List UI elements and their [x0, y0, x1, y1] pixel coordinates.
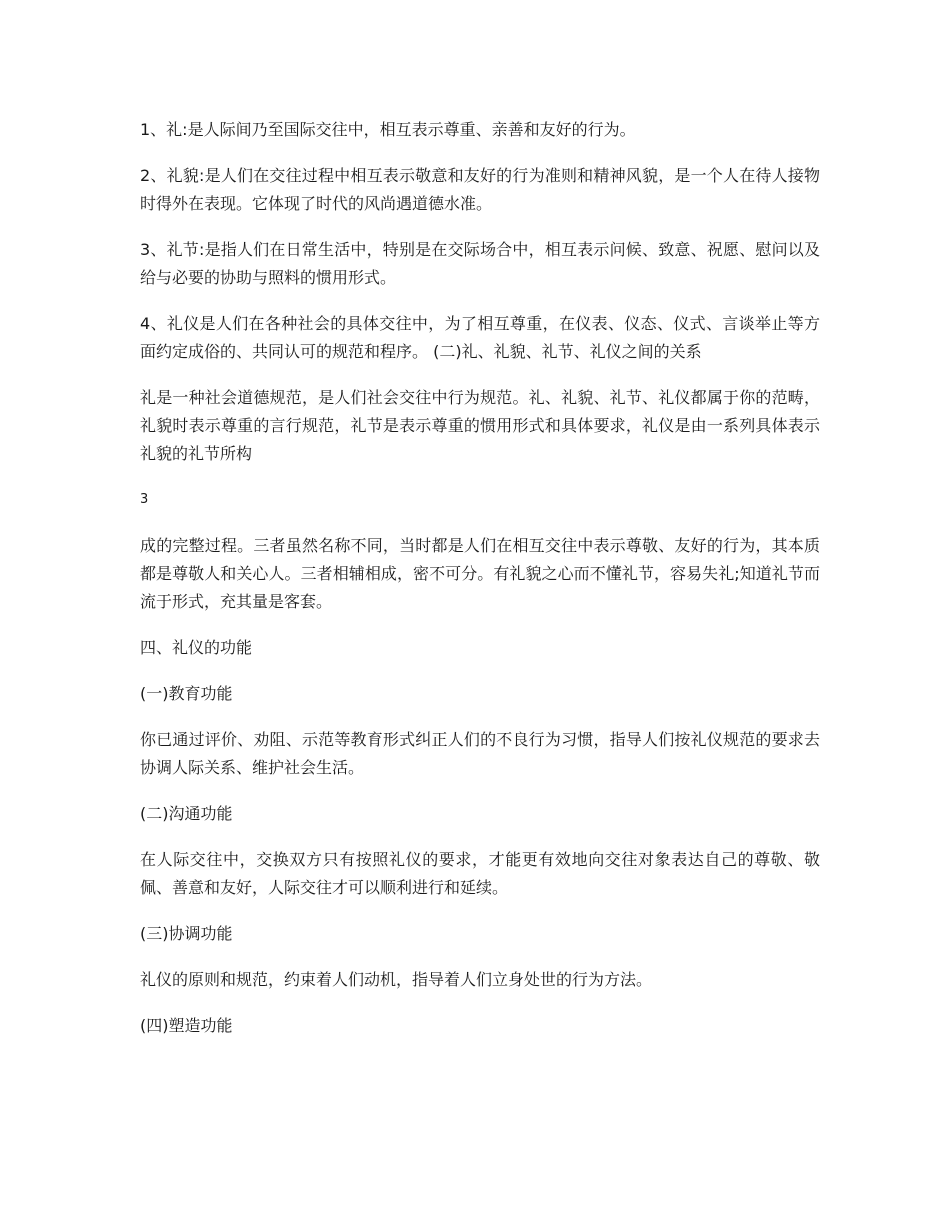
paragraph-2: 2、礼貌:是人们在交往过程中相互表示敬意和友好的行为准则和精神风貌，是一个人在待人接物时得外在表现。它体现了时代的风尚遇道德水准。 — [140, 166, 820, 213]
document-page — [140, 116, 820, 1058]
section-heading: 四、礼仪的功能 — [140, 638, 253, 657]
paragraph-communication: 在人际交往中，交换双方只有按照礼仪的要求，才能更有效地向交往对象表达自己的尊敬、敬佩、善意和友好，人际交往才可以顺利进行和延续。 — [140, 850, 820, 897]
page-number: 3 — [140, 492, 149, 507]
paragraph-coordination: 礼仪的原则和规范，约束着人们动机，指导着人们立身处世的行为方法。 — [140, 970, 653, 989]
paragraph-3: 3、礼节:是指人们在日常生活中，特别是在交际场合中，相互表示问候、致意、祝愿、慰问以及给与必要的协助与照料的惯用形式。 — [140, 240, 820, 287]
paragraph-1: 1、礼:是人际间乃至国际交往中，相互表示尊重、亲善和友好的行为。 — [140, 120, 636, 139]
paragraph-6: 成的完整过程。三者虽然名称不同，当时都是人们在相互交往中表示尊敬、友好的行为，其本质都是尊敬人和关心人。三者相辅相成，密不可分。有礼貌之心而不懂礼节，容易失礼;知道礼节而流于形式，充其量是客套。 — [140, 536, 820, 611]
paragraph-5: 礼是一种社会道德规范，是人们社会交往中行为规范。礼、礼貌、礼节、礼仪都属于你的范畴，礼貌时表示尊重的言行规范，礼节是表示尊重的惯用形式和具体要求，礼仪是由一系列具体表示礼貌的礼节所构 — [140, 388, 820, 463]
subheading-shaping: (四)塑造功能 — [140, 1016, 233, 1035]
subheading-coordination: (三)协调功能 — [140, 924, 233, 943]
paragraph-education: 你已通过评价、劝阻、示范等教育形式纠正人们的不良行为习惯，指导人们按礼仪规范的要求去协调人际关系、维护社会生活。 — [140, 730, 820, 777]
paragraph-4: 4、礼仪是人们在各种社会的具体交往中，为了相互尊重，在仪表、仪态、仪式、言谈举止等方面约定成俗的、共同认可的规范和程序。 (二)礼、礼貌、礼节、礼仪之间的关系 — [140, 314, 820, 361]
subheading-education: (一)教育功能 — [140, 684, 233, 703]
subheading-communication: (二)沟通功能 — [140, 804, 233, 823]
